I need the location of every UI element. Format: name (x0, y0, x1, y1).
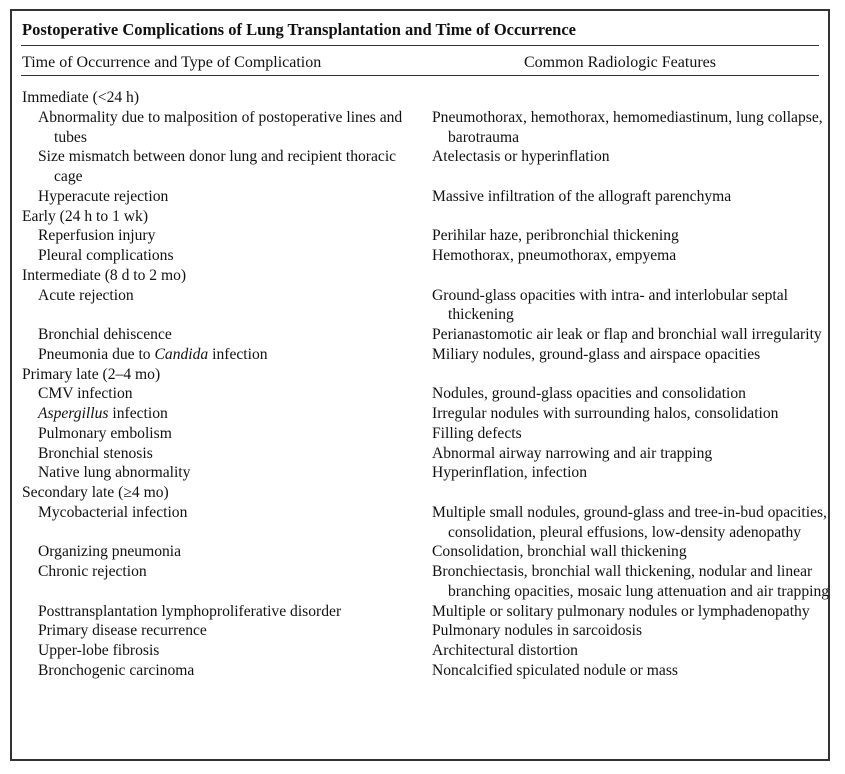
table-row (12, 88, 828, 108)
radiologic-feature: Multiple small nodules, ground-glass and tree-in-bud opacities, consolidation, pleural effusions, low-density adenopathy (432, 503, 827, 541)
table-row (12, 463, 828, 483)
radiologic-feature: Abnormal airway narrowing and air trapping (432, 444, 713, 462)
table-row (12, 404, 828, 424)
column-header-occurrence: Time of Occurrence and Type of Complication (22, 54, 322, 71)
complication-type: Upper-lobe fibrosis (38, 642, 160, 659)
table-title: Postoperative Complications of Lung Transplantation and Time of Occurrence (22, 20, 576, 39)
table-row (12, 542, 828, 562)
radiologic-feature: Filling defects (432, 424, 522, 442)
radiologic-feature (422, 266, 828, 286)
table-row (12, 424, 828, 444)
complication-type: Hyperacute rejection (38, 187, 169, 205)
complication-type: Abnormality due to malposition of postoperative lines and tubes (38, 108, 403, 146)
complication-type: Aspergillus infection (38, 405, 168, 422)
complication-type: Reperfusion injury (38, 227, 156, 245)
radiologic-feature (422, 207, 828, 227)
complication-type: Native lung abnormality (38, 464, 191, 482)
column-header-radiologic-features: Common Radiologic Features (524, 54, 716, 71)
complication-type: Organizing pneumonia (38, 543, 182, 561)
radiologic-feature (422, 483, 828, 503)
radiologic-feature (422, 365, 828, 385)
radiologic-feature: Architectural distortion (432, 642, 578, 659)
complication-type: Primary disease recurrence (38, 622, 207, 640)
complication-type: Pneumonia due to Candida infection (38, 345, 268, 363)
section-label: Intermediate (8 d to 2 mo) (22, 266, 187, 284)
radiologic-feature: Massive infiltration of the allograft parenchyma (432, 187, 732, 205)
table-row (12, 345, 828, 365)
radiologic-feature: Multiple or solitary pulmonary nodules or lymphadenopathy (432, 602, 810, 620)
table-row (12, 444, 828, 464)
radiologic-feature: Ground-glass opacities with intra- and interlobular septal thickening (432, 286, 788, 324)
complication-type: Chronic rejection (38, 563, 147, 580)
radiologic-feature: Hemothorax, pneumothorax, empyema (432, 247, 677, 264)
table-row (12, 365, 828, 385)
complication-type: Pulmonary embolism (38, 424, 172, 442)
table-row (12, 108, 828, 148)
table-row (12, 661, 828, 681)
table-row (12, 147, 828, 187)
table-row (12, 641, 828, 661)
radiologic-feature: Pulmonary nodules in sarcoidosis (432, 622, 643, 640)
table-row (12, 187, 828, 207)
table-frame (10, 9, 830, 761)
complication-type: Bronchial stenosis (38, 444, 153, 462)
section-label: Primary late (2–4 mo) (22, 365, 161, 383)
radiologic-feature: Perihilar haze, peribronchial thickening (432, 227, 679, 245)
section-label: Early (24 h to 1 wk) (22, 207, 149, 225)
table-row (12, 621, 828, 641)
table-row (12, 602, 828, 622)
radiologic-feature: Nodules, ground-glass opacities and consolidation (432, 385, 746, 403)
table-row (12, 266, 828, 286)
radiologic-feature: Bronchiectasis, bronchial wall thickening, nodular and linear branching opacities, mosaic lung attenuation and air trapping (432, 563, 830, 600)
table-row (12, 325, 828, 345)
complication-type: Pleural complications (38, 247, 174, 264)
radiologic-feature: Irregular nodules with surrounding halos, consolidation (432, 405, 779, 422)
complication-type: Posttransplantation lymphoproliferative disorder (38, 602, 342, 620)
radiologic-feature: Miliary nodules, ground-glass and airspace opacities (432, 345, 761, 363)
title-divider (21, 45, 819, 46)
complication-type: Bronchogenic carcinoma (38, 661, 195, 679)
section-label: Secondary late (≥4 mo) (22, 484, 169, 501)
table-row (12, 246, 828, 266)
complication-type: CMV infection (38, 385, 133, 403)
radiologic-feature: Perianastomotic air leak or flap and bronchial wall irregularity (432, 326, 822, 343)
organism-name: Candida (154, 345, 209, 363)
complication-type: Mycobacterial infection (38, 503, 188, 521)
table-row (12, 562, 828, 602)
radiologic-feature: Noncalcified spiculated nodule or mass (432, 661, 678, 679)
radiologic-feature: Pneumothorax, hemothorax, hemomediastinum, lung collapse, barotrauma (432, 108, 823, 146)
organism-name: Aspergillus (38, 405, 109, 422)
table-row (12, 483, 828, 503)
radiologic-feature: Hyperinflation, infection (432, 464, 588, 482)
table-row (12, 207, 828, 227)
table-row (12, 384, 828, 404)
radiologic-feature: Consolidation, bronchial wall thickening (432, 543, 687, 561)
radiologic-feature (422, 88, 828, 108)
header-divider (21, 75, 819, 76)
table-row (12, 503, 828, 543)
table-row (12, 286, 828, 326)
radiologic-feature: Atelectasis or hyperinflation (432, 148, 610, 166)
complication-type: Size mismatch between donor lung and recipient thoracic cage (38, 148, 397, 185)
table-body (12, 88, 828, 681)
section-label: Immediate (<24 h) (22, 89, 140, 106)
complication-type: Acute rejection (38, 286, 134, 304)
complication-type: Bronchial dehiscence (38, 326, 172, 343)
table-row (12, 226, 828, 246)
